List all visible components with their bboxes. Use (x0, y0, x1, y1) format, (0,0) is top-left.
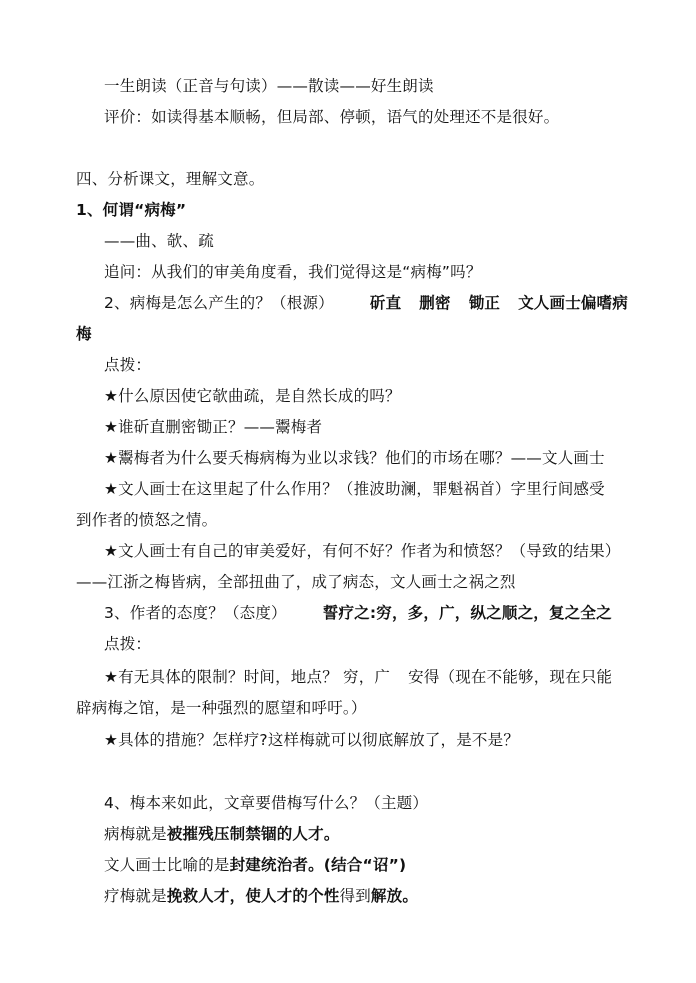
hint-label-2 (104, 634, 151, 654)
question-4-text: 4、梅本来如此，文章要借梅写什么？（主题） (104, 794, 429, 812)
question-2-key-4-end: 梅 (76, 325, 92, 343)
question-2-text: 2、病梅是怎么产生的？（根源） (104, 294, 334, 312)
star-point-4-continuation (76, 510, 217, 530)
section-heading-4-text: 四、分析课文，理解文意。 (76, 170, 265, 188)
evaluation (104, 107, 559, 127)
question-3 (104, 603, 612, 623)
theme-3-mid: 得到 (339, 887, 371, 905)
follow-up-question (104, 262, 482, 282)
star-point-3 (104, 448, 605, 468)
star-point-7 (104, 730, 519, 750)
question-4 (104, 793, 428, 813)
question-2-key-1: 斫直 (369, 294, 402, 312)
subheading-1 (76, 200, 186, 220)
star-point-4 (104, 479, 605, 499)
theme-1 (104, 824, 340, 844)
hint-label-1-text: 点拨： (104, 356, 152, 374)
question-3-key: 誓疗之:穷，多，广，纵之顺之，复之全之 (322, 604, 612, 622)
star-point-6-continuation (76, 698, 367, 718)
star-point-6 (104, 667, 612, 687)
question-2-key-4: 文人画士偏嗜病 (518, 294, 628, 312)
star-point-6-continuation-text: 辟病梅之馆，是一种强烈的愿望和呼吁。） (76, 699, 367, 717)
reading-steps-text: 一生朗读（正音与句读）——散读——好生朗读 (104, 77, 434, 95)
theme-2 (104, 855, 406, 875)
question-2-key-3: 锄正 (468, 294, 501, 312)
evaluation-text: 评价：如读得基本顺畅，但局部、停顿，语气的处理还不是很好。 (104, 108, 560, 126)
section-heading-4 (76, 169, 264, 189)
theme-1-lead: 病梅就是 (104, 825, 167, 843)
star-point-5 (104, 541, 621, 561)
theme-2-key: 封建统治者。(结合“诏”) (229, 856, 407, 874)
star-point-6-text-2: 安得（现在不能够，现在只能 (408, 668, 613, 686)
star-point-4-continuation-text: 到作者的愤怒之情。 (76, 511, 218, 529)
star-point-2-text: ★谁斫直删密锄正？——鬻梅者 (104, 418, 323, 436)
theme-3-key: 挽救人才，使人才的个性 (166, 887, 340, 905)
star-point-5-continuation (76, 572, 516, 592)
subheading-1-text: 1、何谓“病梅” (76, 201, 187, 219)
follow-up-question-text: 追问：从我们的审美角度看，我们觉得这是“病梅”吗？ (104, 263, 482, 281)
question-2 (104, 293, 628, 313)
star-point-2 (104, 417, 322, 437)
star-point-5-text: ★文人画士有自己的审美爱好，有何不好？作者为和愤怒？（导致的结果） (104, 542, 621, 560)
theme-1-key: 被摧残压制禁锢的人才。 (166, 825, 340, 843)
star-point-1 (104, 386, 401, 406)
theme-3-lead: 疗梅就是 (104, 887, 167, 905)
reading-steps (104, 76, 434, 96)
star-point-4-text: ★文人画士在这里起了什么作用？（推波助澜，罪魁祸首）字里行间感受 (104, 480, 605, 498)
star-point-1-text: ★什么原因使它欹曲疏，是自然长成的吗？ (104, 387, 401, 405)
star-point-6-text: ★有无具体的限制？时间，地点？ 穷，广 (104, 668, 391, 686)
theme-3-end: 解放。 (370, 887, 419, 905)
answer-qu-qi-shu (104, 231, 214, 251)
theme-2-lead: 文人画士比喻的是 (104, 856, 230, 874)
star-point-5-continuation-text: ——江浙之梅皆病，全部扭曲了，成了病态，文人画士之祸之烈 (76, 573, 516, 591)
hint-label-1 (104, 355, 151, 375)
star-point-7-text: ★具体的措施？怎样疗?这样梅就可以彻底解放了，是不是？ (104, 731, 520, 749)
theme-3 (104, 886, 418, 906)
question-2-continuation (76, 324, 92, 344)
answer-qu-qi-shu-text: ——曲、欹、疏 (104, 232, 214, 250)
hint-label-2-text: 点拨： (104, 635, 152, 653)
question-3-text: 3、作者的态度？（态度） (104, 604, 287, 622)
star-point-3-text: ★鬻梅者为什么要夭梅病梅为业以求钱？他们的市场在哪？——文人画士 (104, 449, 605, 467)
question-2-key-2: 删密 (419, 294, 451, 312)
